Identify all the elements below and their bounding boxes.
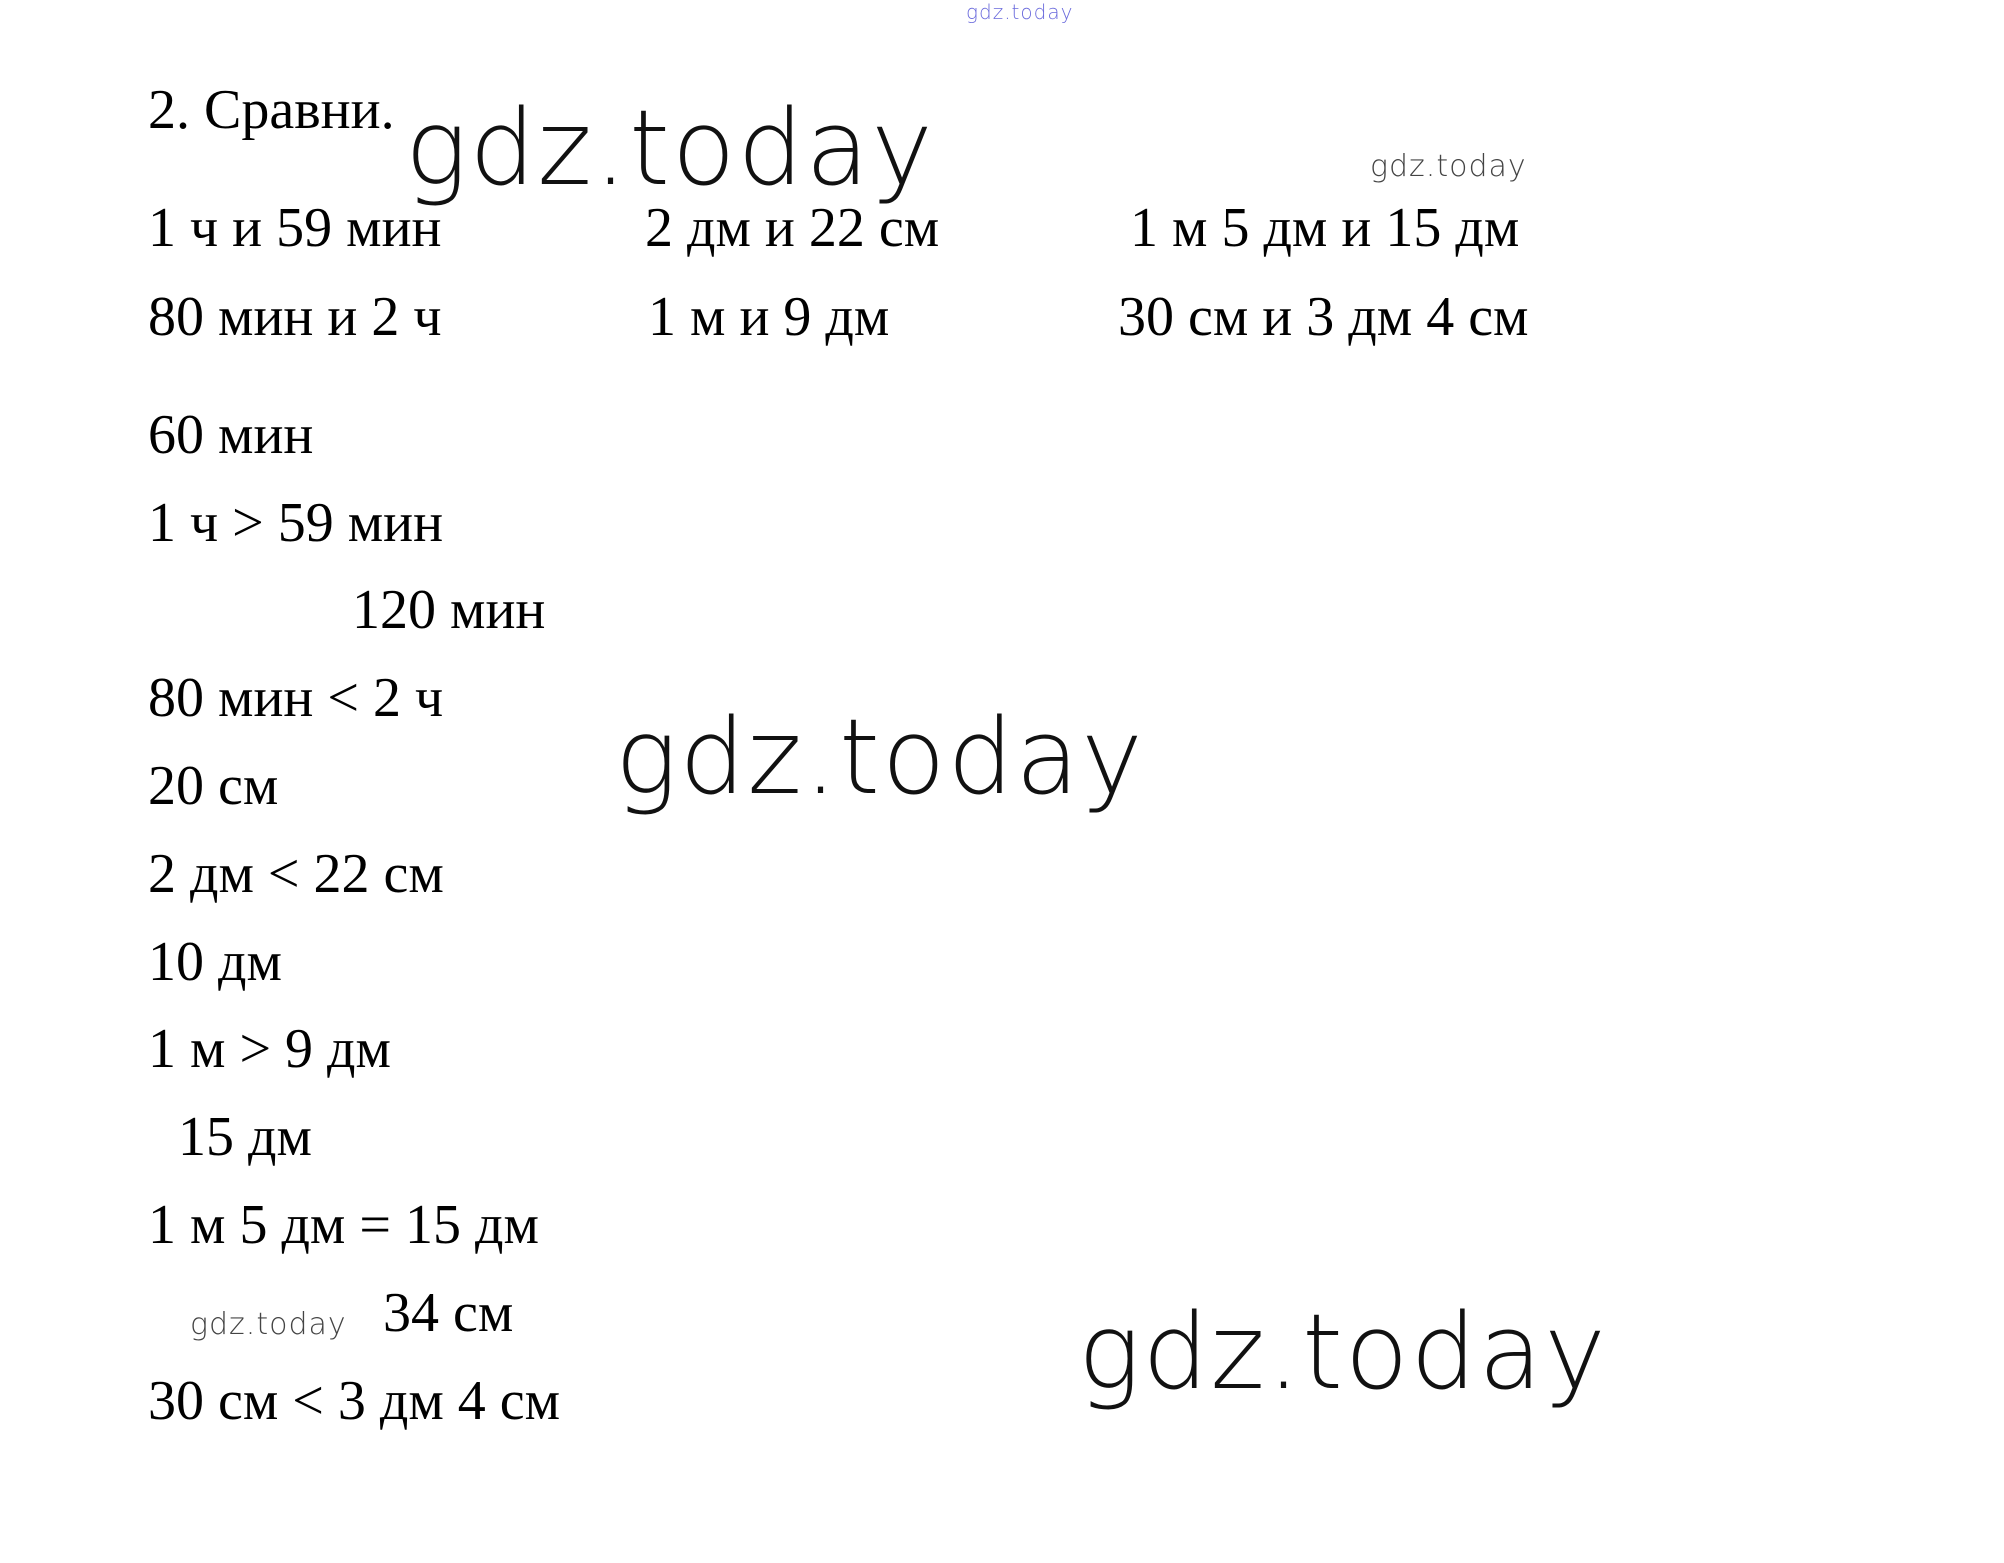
watermark-small-2: gdz.today (190, 1307, 347, 1342)
solution-line: 30 см < 3 дм 4 см (148, 1370, 561, 1432)
solution-line: 1 м > 9 дм (148, 1018, 391, 1080)
watermark-large-2: gdz.today (615, 696, 1145, 818)
watermark-top: gdz.today (966, 0, 1074, 24)
task-title: 2. Сравни. (148, 79, 395, 141)
solution-line: 10 дм (148, 931, 282, 993)
watermark-large-3: gdz.today (1078, 1291, 1608, 1413)
problem-5: 1 м и 9 дм (648, 286, 890, 348)
problem-4: 80 мин и 2 ч (148, 286, 442, 348)
problem-2: 2 дм и 22 см (645, 197, 940, 259)
problem-6: 30 см и 3 дм 4 см (1118, 286, 1529, 348)
watermark-small-1: gdz.today (1370, 149, 1527, 184)
solution-line: 1 ч > 59 мин (148, 492, 444, 554)
problem-3: 1 м 5 дм и 15 дм (1130, 197, 1520, 259)
solution-line: 60 мин (148, 404, 314, 466)
watermark-large-1: gdz.today (405, 87, 935, 209)
solution-line: 2 дм < 22 см (148, 843, 444, 905)
solution-line: 80 мин < 2 ч (148, 667, 444, 729)
solution-line: 1 м 5 дм = 15 дм (148, 1194, 539, 1256)
solution-line: 34 см (383, 1282, 514, 1344)
problem-1: 1 ч и 59 мин (148, 197, 442, 259)
solution-line: 120 мин (352, 579, 546, 641)
solution-line: 15 дм (178, 1106, 312, 1168)
solution-line: 20 см (148, 755, 279, 817)
